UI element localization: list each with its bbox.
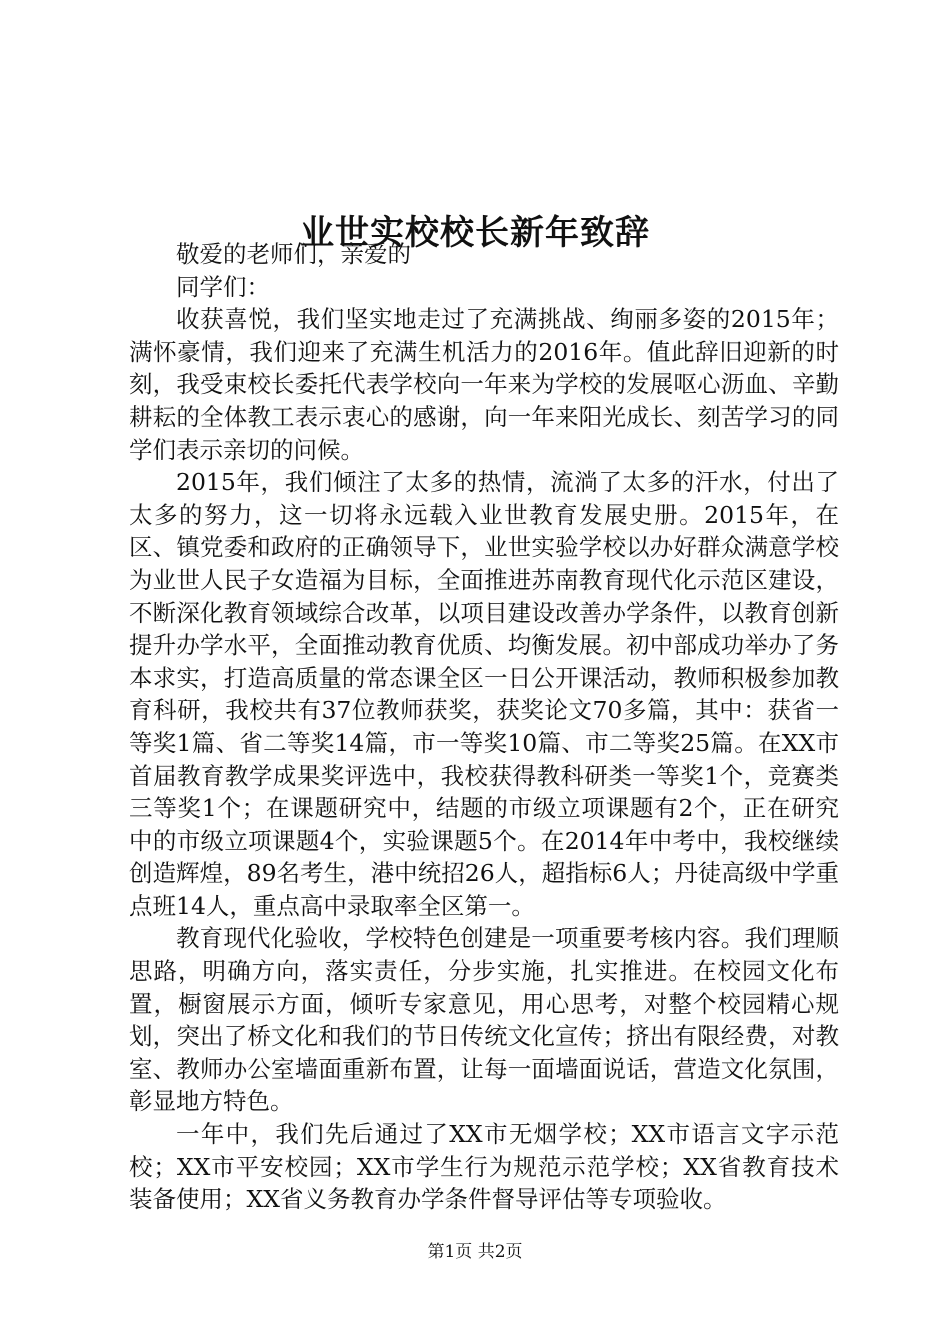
paragraph-3: 教育现代化验收，学校特色创建是一项重要考核内容。我们理顺思路，明确方向，落实责任，分步实施，扎实推进。在校园文化布置，橱窗展示方面，倾听专家意见，用心思考，对整个校园精心规划，突出了桥文化和我们的节日传统文化宣传；挤出有限经费，对教室、教师办公室墙面重新布置，让每一面墙面说话，营造文化氛围，彰显地方特色。 — [129, 924, 839, 1116]
salutation-line-1: 敬爱的老师们，亲爱的 — [176, 240, 411, 268]
document-title: 业世实校校长新年致辞 — [300, 212, 650, 253]
page-footer: 第1页 共2页 — [427, 1242, 523, 1262]
paragraph-1: 收获喜悦，我们坚实地走过了充满挑战、绚丽多姿的2015年；满怀豪情，我们迎来了充满生机活力的2016年。值此辞旧迎新的时刻，我受束校长委托代表学校向一年来为学校的发展呕心沥血、辛勤耕耘的全体教工表示衷心的感谢，向一年来阳光成长、刻苦学习的同学们表示亲切的问候。 — [129, 305, 839, 464]
document-body — [129, 238, 839, 1216]
salutation-line-2: 同学们： — [176, 272, 270, 301]
paragraph-4: 一年中，我们先后通过了XX市无烟学校；XX市语言文字示范校；XX市平安校园；XX市学生行为规范示范学校；XX省教育技术装备使用；XX省义务教育办学条件督导评估等专项验收。 — [129, 1120, 839, 1214]
paragraph-2: 2015年，我们倾注了太多的热情，流淌了太多的汗水，付出了太多的努力，这一切将永远载入业世教育发展史册。2015年，在区、镇党委和政府的正确领导下，业世实验学校以办好群众满意学校为业世人民子女造福为目标，全面推进苏南教育现代化示范区建设，不断深化教育领域综合改革，以项目建设改善办学条件，以教育创新提升办学水平，全面推动教育优质、均衡发展。初中部成功举办了务本求实，打造高质量的常态课全区一日公开课活动，教师积极参加教育科研，我校共有37位教师获奖，获奖论文70多篇，其中：获省一等奖1篇、省二等奖14篇，市一等奖10篇、市二等奖25篇。在XX市首届教育教学成果奖评选中，我校获得教科研类一等奖1个，竞赛类三等奖1个；在课题研究中，结题的市级立项课题有2个，正在研究中的市级立项课题4个，实验课题5个。在2014年中考中，我校继续创造辉煌，89名考生，港中统招26人，超指标6人；丹徒高级中学重点班14人，重点高中录取率全区第一。 — [129, 468, 839, 920]
